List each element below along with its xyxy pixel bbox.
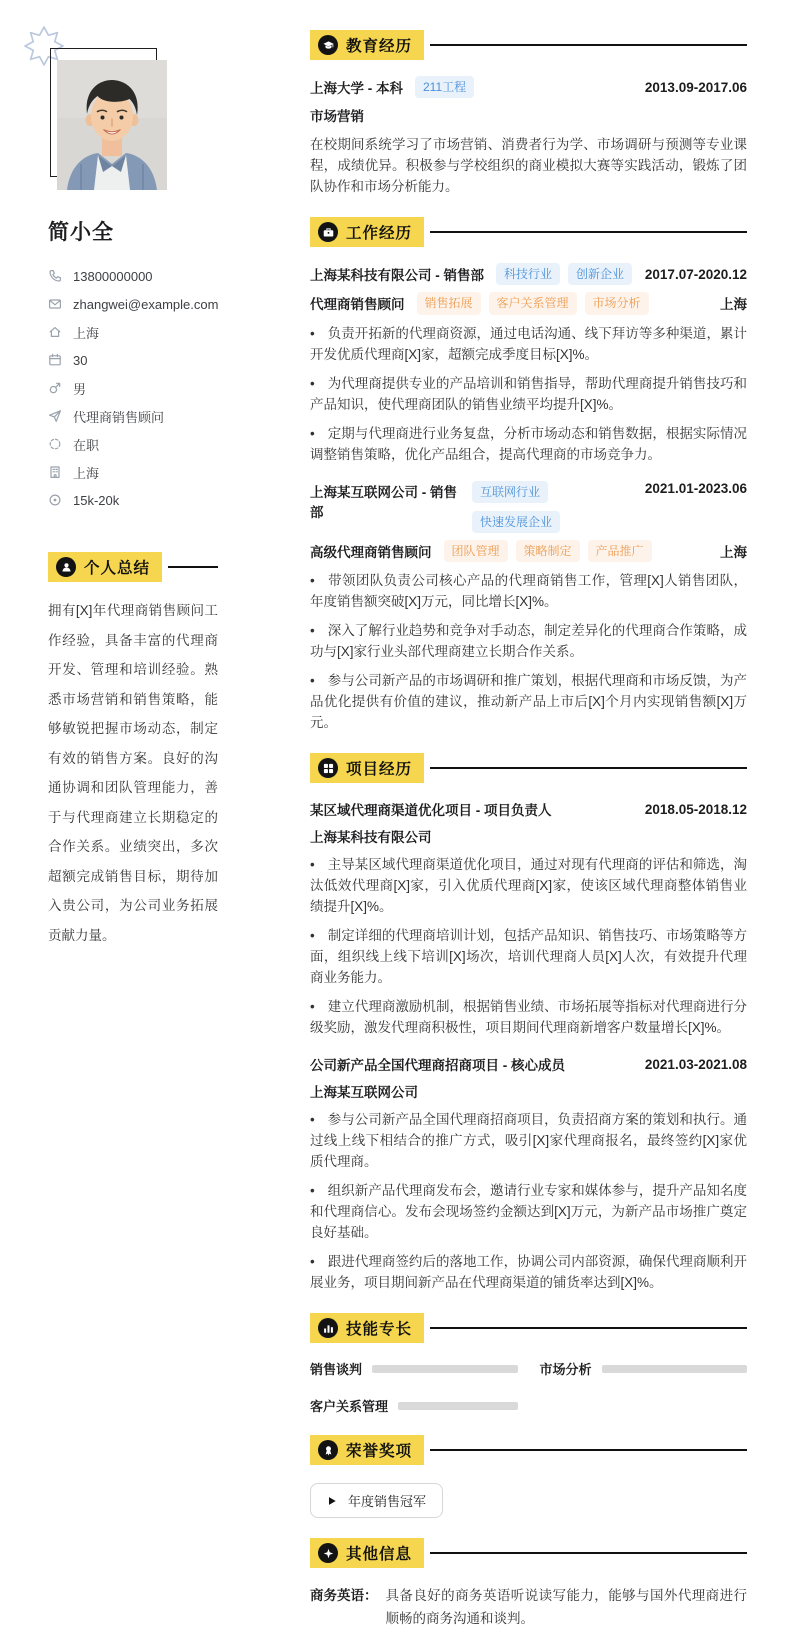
section-header-honors — [310, 1435, 747, 1465]
section-header-projects — [310, 753, 747, 783]
company-tag: 科技行业 — [496, 263, 560, 285]
school-tags — [415, 76, 474, 98]
education-description: 在校期间系统学习了市场营销、消费者行为学、市场调研与预测等专业课程，成绩优异。积极参与学校组织的商业模拟大赛等实践活动，锻炼了团队协作和市场分析能力。 — [310, 137, 747, 195]
project-company-row — [310, 1081, 747, 1101]
project-bullet: • 参与公司新产品全国代理商招商项目，负责招商方案的策划和执行。通过线上线下相结合的推广方式，吸引[X]家代理商报名，最终签约[X]家优质代理商。 — [310, 1109, 747, 1172]
play-icon — [327, 1496, 337, 1506]
school-name: 上海大学 - 本科 — [310, 81, 403, 97]
work-location: 上海 — [720, 545, 747, 561]
school-tag: 211工程 — [415, 76, 474, 98]
salary-icon — [48, 493, 62, 507]
sparkle-icon — [318, 1543, 338, 1563]
work-date: 2017.07-2020.12 — [644, 266, 747, 282]
section-title: 教育经历 — [346, 38, 413, 55]
other-item-text: 具备良好的商务英语听说读写能力，能够与国外代理商进行顺畅的商务沟通和谈判。 — [385, 1588, 747, 1627]
role-tag: 客户关系管理 — [489, 292, 577, 314]
section-title: 工作经历 — [346, 225, 413, 243]
section-header-education — [310, 30, 747, 60]
skill-item — [310, 1396, 518, 1415]
honor-badge — [310, 1483, 443, 1518]
company-row — [310, 481, 747, 533]
home-icon — [48, 325, 62, 339]
person-icon — [56, 557, 76, 577]
contact-value: 13800000000 — [73, 268, 153, 284]
job-intention-icon — [48, 409, 62, 423]
honors-section — [310, 1435, 747, 1518]
company-row — [310, 263, 747, 285]
section-header-summary — [48, 552, 218, 582]
summary-text: 拥有[X]年代理商销售顾问工作经验，具备丰富的代理商开发、管理和培训经验。熟悉市场营销和销售策略，能够敏锐把握市场动态，制定有效的销售方案。良好的沟通协调和团队管理能力，善于与代理商建立长期稳定的合作关系。业绩突出，多次超额完成销售目标，期待加入贵公司，为公司业务拓展贡献力量。 — [48, 603, 218, 943]
role-row — [310, 540, 747, 562]
contact-item-salary — [48, 486, 218, 514]
company-name: 上海某科技有限公司 - 销售部 — [310, 268, 484, 284]
projects-title-badge — [310, 753, 424, 783]
work-bullet: • 定期与代理商进行业务复盘，分析市场动态和销售数据，根据实际情况调整销售策略，优化产品组合，提高代理商的市场竞争力。 — [310, 423, 747, 465]
skill-progress-track — [398, 1402, 517, 1410]
company-tags — [496, 263, 632, 285]
contact-value: zhangwei@example.com — [73, 296, 219, 312]
section-divider — [430, 767, 747, 769]
city-icon — [48, 465, 62, 479]
work-entry — [310, 263, 747, 464]
education-section — [310, 30, 747, 197]
role-tag: 市场分析 — [585, 292, 649, 314]
job-status-icon — [48, 437, 62, 451]
skill-progress-track — [602, 1365, 747, 1373]
project-name: 某区域代理商渠道优化项目 - 项目负责人 — [310, 803, 552, 819]
work-location: 上海 — [720, 297, 747, 313]
section-title: 个人总结 — [84, 560, 151, 577]
age-icon — [48, 353, 62, 367]
graduation-cap-icon — [318, 35, 338, 55]
company-tags — [472, 481, 633, 533]
candidate-name: 简小全 — [48, 221, 114, 244]
contact-item-city — [48, 458, 218, 486]
section-divider — [430, 1327, 747, 1329]
honors-title-badge — [310, 1435, 424, 1465]
work-section — [310, 217, 747, 733]
project-date: 2018.05-2018.12 — [644, 801, 747, 817]
role-tag: 产品推广 — [588, 540, 652, 562]
section-divider — [430, 44, 747, 46]
company-name: 上海某互联网公司 - 销售部 — [310, 484, 457, 520]
other-title-badge — [310, 1538, 424, 1568]
role-tags — [444, 540, 652, 562]
project-bullet: • 建立代理商激励机制，根据销售业绩、市场拓展等指标对代理商进行分级奖励，激发代理商积极性，项目期间代理商新增客户数量增长[X]%。 — [310, 996, 747, 1038]
other-section — [310, 1538, 747, 1630]
education-head-row — [310, 76, 747, 98]
work-date: 2021.01-2023.06 — [644, 480, 747, 496]
section-divider — [168, 566, 218, 568]
gender-icon — [48, 381, 62, 395]
contact-value: 男 — [73, 381, 87, 397]
projects-section — [310, 753, 747, 1293]
section-divider — [430, 1552, 747, 1554]
education-title-badge — [310, 30, 424, 60]
education-date: 2013.09-2017.06 — [644, 79, 747, 95]
project-bullet: • 跟进代理商签约后的落地工作，协调公司内部资源，确保代理商顺利开展业务，项目期间新产品在代理商渠道的铺货率达到[X]%。 — [310, 1251, 747, 1293]
work-bullet: • 负责开拓新的代理商资源，通过电话沟通、线下拜访等多种渠道，累计开发优质代理商[X]家，超额完成季度目标[X]%。 — [310, 323, 747, 365]
project-bullet: • 主导某区域代理商渠道优化项目，通过对现有代理商的评估和筛选，淘汰低效代理商[X]家，引入优质代理商[X]家，使该区域代理商整体销售业绩提升[X]%。 — [310, 854, 747, 917]
work-bullet: • 参与公司新产品的市场调研和推广策划，根据代理商和市场反馈，为产品优化提供有价值的建议，推动新产品上市后[X]个月内实现销售额[X]万元。 — [310, 670, 747, 733]
project-entry — [310, 1054, 747, 1293]
contact-item-job-status — [48, 430, 218, 458]
skills-section — [310, 1313, 747, 1415]
work-bullet: • 深入了解行业趋势和竞争对手动态，制定差异化的代理商合作策略，成功与[X]家行业头部代理商建立长期合作关系。 — [310, 620, 747, 662]
section-title: 技能专长 — [346, 1321, 413, 1339]
contact-value: 上海 — [73, 465, 100, 481]
section-header-skills — [310, 1313, 747, 1343]
skill-item — [540, 1359, 748, 1378]
role-tag: 团队管理 — [444, 540, 508, 562]
work-bullet: • 带领团队负责公司核心产品的代理商销售工作，管理[X]人销售团队，年度销售额突破[X]万元，同比增长[X]%。 — [310, 570, 747, 612]
project-company-row — [310, 826, 747, 846]
role-row — [310, 292, 747, 314]
role-tag: 策略制定 — [516, 540, 580, 562]
major-row — [310, 105, 747, 125]
contact-value: 30 — [73, 352, 88, 368]
skill-label: 市场分析 — [539, 1362, 592, 1378]
contact-list — [48, 262, 218, 514]
sidebar — [0, 0, 238, 1650]
honor-label: 年度销售冠军 — [348, 1494, 427, 1510]
skill-progress-track — [372, 1365, 517, 1373]
other-item-label: 商务英语： — [310, 1588, 378, 1604]
resume-main — [238, 0, 794, 1650]
section-title: 荣誉奖项 — [346, 1443, 413, 1461]
skill-label: 客户关系管理 — [310, 1399, 389, 1415]
skills-grid — [310, 1359, 747, 1415]
contact-value: 上海 — [73, 325, 100, 341]
section-title: 其他信息 — [346, 1546, 413, 1564]
skills-title-badge — [310, 1313, 424, 1343]
project-date: 2021.03-2021.08 — [644, 1056, 747, 1072]
project-company: 上海某科技有限公司 — [310, 830, 432, 846]
contact-item-job-intention — [48, 402, 218, 430]
briefcase-icon — [318, 222, 338, 242]
contact-value: 在职 — [73, 437, 100, 453]
project-name: 公司新产品全国代理商招商项目 - 核心成员 — [310, 1058, 565, 1074]
contact-item-phone — [48, 262, 218, 290]
work-entry — [310, 481, 747, 734]
project-head-row — [310, 799, 747, 819]
contact-value: 代理商销售顾问 — [73, 409, 165, 425]
grid-icon — [318, 758, 338, 778]
bar-chart-icon — [318, 1318, 338, 1338]
project-entry — [310, 799, 747, 1038]
company-tag: 创新企业 — [568, 263, 632, 285]
phone-icon — [48, 269, 62, 283]
other-item — [310, 1584, 747, 1630]
skill-label: 销售谈判 — [310, 1362, 363, 1378]
summary-title-badge — [48, 552, 162, 582]
section-divider — [430, 1449, 747, 1451]
contact-item-home — [48, 318, 218, 346]
work-bullet: • 为代理商提供专业的产品培训和销售指导，帮助代理商提升销售技巧和产品知识，使代理商团队的销售业绩平均提升[X]%。 — [310, 373, 747, 415]
role-tag: 销售拓展 — [417, 292, 481, 314]
major-name: 市场营销 — [310, 109, 364, 125]
profile-photo — [57, 60, 167, 190]
section-header-other — [310, 1538, 747, 1568]
company-tag: 快速发展企业 — [472, 511, 560, 533]
role-name: 代理商销售顾问 — [310, 297, 405, 313]
work-title-badge — [310, 217, 424, 247]
contact-item-gender — [48, 374, 218, 402]
company-tag: 互联网行业 — [472, 481, 548, 503]
section-header-work — [310, 217, 747, 247]
photo-section — [48, 28, 218, 192]
skill-item — [310, 1359, 518, 1378]
mail-icon — [48, 297, 62, 311]
medal-icon — [318, 1440, 338, 1460]
role-name: 高级代理商销售顾问 — [310, 545, 432, 561]
project-head-row — [310, 1054, 747, 1074]
contact-value: 15k-20k — [73, 492, 120, 508]
role-tags — [417, 292, 649, 314]
section-title: 项目经历 — [346, 761, 413, 779]
contact-item-email — [48, 290, 218, 318]
project-bullet: • 制定详细的代理商培训计划，包括产品知识、销售技巧、市场策略等方面，组织线上线下培训[X]场次，培训代理商人员[X]人次，有效提升代理商业务能力。 — [310, 925, 747, 988]
education-entry — [310, 76, 747, 197]
project-bullet: • 组织新产品代理商发布会，邀请行业专家和媒体参与，提升产品知名度和代理商信心。发布会现场签约金额达到[X]万元，为新产品市场推广奠定良好基础。 — [310, 1180, 747, 1243]
contact-item-age — [48, 346, 218, 374]
section-divider — [430, 231, 747, 233]
project-company: 上海某互联网公司 — [310, 1085, 418, 1101]
